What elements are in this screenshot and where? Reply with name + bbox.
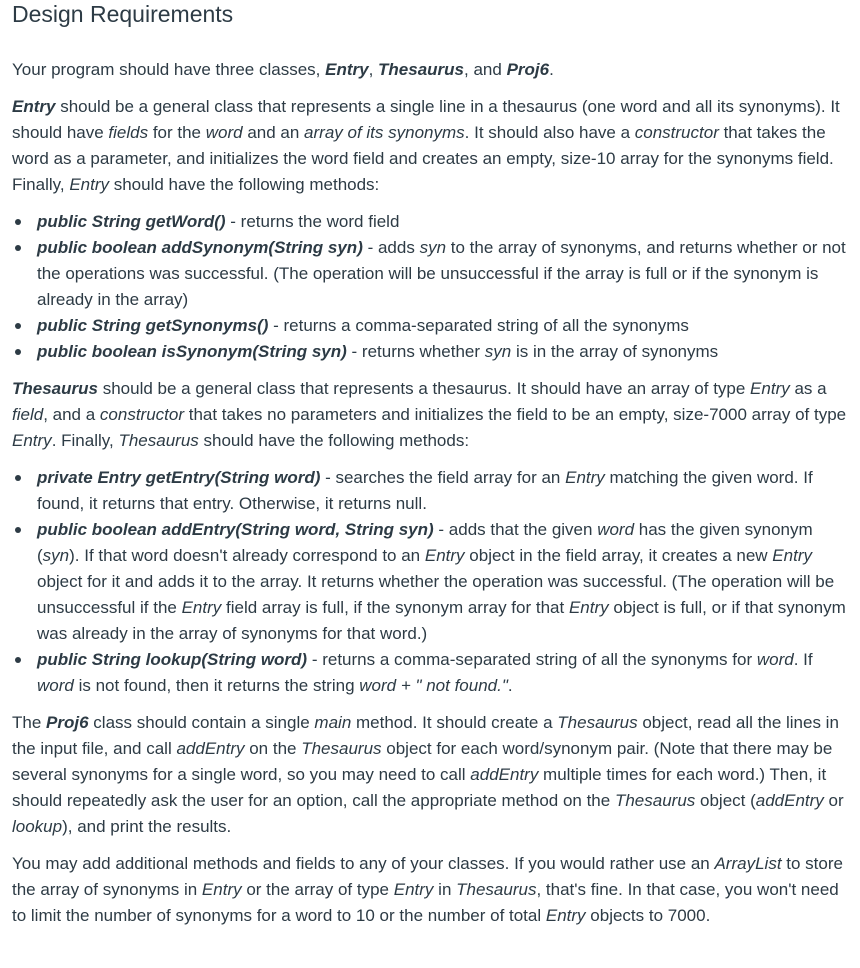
- proj6-paragraph: [12, 710, 850, 840]
- method-signature: public String getWord(): [37, 212, 226, 231]
- text: is in the array of synonyms: [511, 342, 719, 361]
- emphasis: Entry: [12, 431, 52, 450]
- emphasis: Thesaurus: [557, 713, 638, 732]
- list-item: [37, 465, 850, 517]
- emphasis: syn: [42, 546, 70, 565]
- emphasis: word: [205, 123, 243, 142]
- emphasis: Entry: [772, 546, 812, 565]
- text: to the array of synonyms, and returns whether or not the operations was successful. (The operation will be unsuccessful if the array is full or if the synonym is already in the array): [37, 238, 846, 309]
- text: . Finally,: [51, 431, 119, 450]
- emphasis: word: [756, 650, 794, 669]
- emphasis: syn: [484, 342, 512, 361]
- text: Your program should have three classes,: [12, 60, 326, 79]
- class-name: Entry: [12, 97, 56, 116]
- list-item: [37, 235, 850, 313]
- thesaurus-method-list: [12, 465, 850, 699]
- text: for the: [148, 123, 206, 142]
- text: as a: [789, 379, 827, 398]
- page-title: Design Requirements: [12, 1, 234, 27]
- text: , and: [464, 60, 507, 79]
- text: on the: [244, 739, 302, 758]
- text: multiple times for each word.) Then, it should repeatedly ask the user for an option, call the appropriate method on the: [12, 765, 827, 810]
- text: ), and print the results.: [62, 817, 232, 836]
- emphasis: addEntry: [755, 791, 824, 810]
- text: should have the following methods:: [109, 175, 380, 194]
- text: should be a general class that represents a thesaurus. It should have an array of type: [97, 379, 751, 398]
- emphasis: lookup: [12, 817, 63, 836]
- text: object in the field array, it creates a new: [464, 546, 773, 565]
- emphasis: syn: [419, 238, 447, 257]
- emphasis: Entry: [69, 175, 109, 194]
- additional-notes-paragraph: [12, 851, 850, 929]
- text: should have the following methods:: [198, 431, 470, 450]
- class-name: Thesaurus: [378, 60, 465, 79]
- emphasis: field: [12, 405, 44, 424]
- entry-method-list: [12, 209, 850, 365]
- text: or: [823, 791, 844, 810]
- text: that takes no parameters and initializes the field to be an empty, size-7000 array of type: [184, 405, 847, 424]
- text: - adds: [362, 238, 420, 257]
- method-signature: public boolean addEntry(String word, String syn): [37, 520, 434, 539]
- emphasis: word: [37, 676, 74, 695]
- text: objects to 7000.: [585, 906, 711, 925]
- list-item: [37, 517, 850, 647]
- text: and an: [242, 123, 305, 142]
- method-signature: private Entry getEntry(String word): [37, 468, 321, 487]
- text: - adds that the given: [433, 520, 598, 539]
- emphasis: word + " not found.": [359, 676, 508, 695]
- list-item: [37, 339, 850, 365]
- class-name: Proj6: [506, 60, 550, 79]
- thesaurus-paragraph: [12, 376, 850, 454]
- emphasis: Entry: [565, 468, 605, 487]
- class-name: Thesaurus: [12, 379, 98, 398]
- text: . If: [793, 650, 813, 669]
- text: object is full, or if that synonym was already in the array of synonyms for that word.): [37, 598, 846, 643]
- text: , that's fine. In that case, you won't need to limit the number of synonyms for a word to 10 or the number of total: [12, 880, 839, 925]
- text: object for it and adds it to the array. It returns whether the operation was successful. (The operation will be unsuccessful if the: [37, 572, 835, 617]
- list-item: [37, 313, 850, 339]
- emphasis: Entry: [424, 546, 465, 565]
- method-signature: public String lookup(String word): [37, 650, 308, 669]
- emphasis: fields: [108, 123, 149, 142]
- text: .: [507, 676, 513, 695]
- entry-paragraph: [12, 94, 850, 198]
- text: ). If that word doesn't already correspond to an: [69, 546, 425, 565]
- text: . It should also have a: [464, 123, 635, 142]
- text: - returns whether: [346, 342, 485, 361]
- text: - returns a comma-separated string of all the synonyms: [268, 316, 689, 335]
- emphasis: constructor: [634, 123, 719, 142]
- class-name: Entry: [325, 60, 369, 79]
- text: that takes the word as a parameter, and initializes the word field and creates an empty, size-10 array for the synonyms field. Finally,: [12, 123, 834, 194]
- text: ,: [368, 60, 379, 79]
- method-signature: public boolean isSynonym(String syn): [37, 342, 347, 361]
- text: class should contain a single: [88, 713, 315, 732]
- text: , and a: [43, 405, 100, 424]
- list-item: [37, 209, 850, 235]
- emphasis: Entry: [545, 906, 586, 925]
- text: has the given synonym (: [37, 520, 813, 565]
- text: - searches the field array for an: [320, 468, 566, 487]
- text: You may add additional methods and fields to any of your classes. If you would rather use an: [12, 854, 715, 873]
- intro-paragraph: [12, 57, 850, 83]
- emphasis: ArrayList: [714, 854, 782, 873]
- class-name: Proj6: [46, 713, 89, 732]
- text: to store the array of synonyms in: [12, 854, 843, 899]
- text: object for each word/synonym pair. (Note that there may be several synonyms for a single word, so you may need to call: [12, 739, 833, 784]
- emphasis: Thesaurus: [456, 880, 537, 899]
- emphasis: Entry: [393, 880, 434, 899]
- text: method. It should create a: [351, 713, 558, 732]
- text: .: [549, 60, 554, 79]
- emphasis: addEntry: [470, 765, 539, 784]
- method-signature: public boolean addSynonym(String syn): [37, 238, 363, 257]
- text: - returns the word field: [225, 212, 400, 231]
- emphasis: Thesaurus: [614, 791, 696, 810]
- text: - returns a comma-separated string of all the synonyms for: [307, 650, 757, 669]
- text: is not found, then it returns the string: [73, 676, 360, 695]
- list-item: [37, 647, 850, 699]
- emphasis: Entry: [181, 598, 222, 617]
- method-signature: public String getSynonyms(): [37, 316, 269, 335]
- text: The: [12, 713, 47, 732]
- emphasis: main: [314, 713, 352, 732]
- text: object (: [695, 791, 756, 810]
- text: should be a general class that represents a single line in a thesaurus (one word and all its synonyms). It should have: [12, 97, 840, 142]
- emphasis: Entry: [201, 880, 242, 899]
- text: in: [433, 880, 457, 899]
- emphasis: array of its synonyms: [304, 123, 465, 142]
- emphasis: constructor: [99, 405, 184, 424]
- emphasis: Thesaurus: [118, 431, 199, 450]
- emphasis: Entry: [750, 379, 790, 398]
- text: field array is full, if the synonym array for that: [221, 598, 569, 617]
- emphasis: Thesaurus: [301, 739, 382, 758]
- emphasis: Entry: [568, 598, 609, 617]
- emphasis: addEntry: [176, 739, 245, 758]
- text: matching the given word. If found, it returns that entry. Otherwise, it returns null.: [37, 468, 813, 513]
- text: object, read all the lines in the input file, and call: [12, 713, 839, 758]
- text: or the array of type: [241, 880, 394, 899]
- emphasis: word: [597, 520, 635, 539]
